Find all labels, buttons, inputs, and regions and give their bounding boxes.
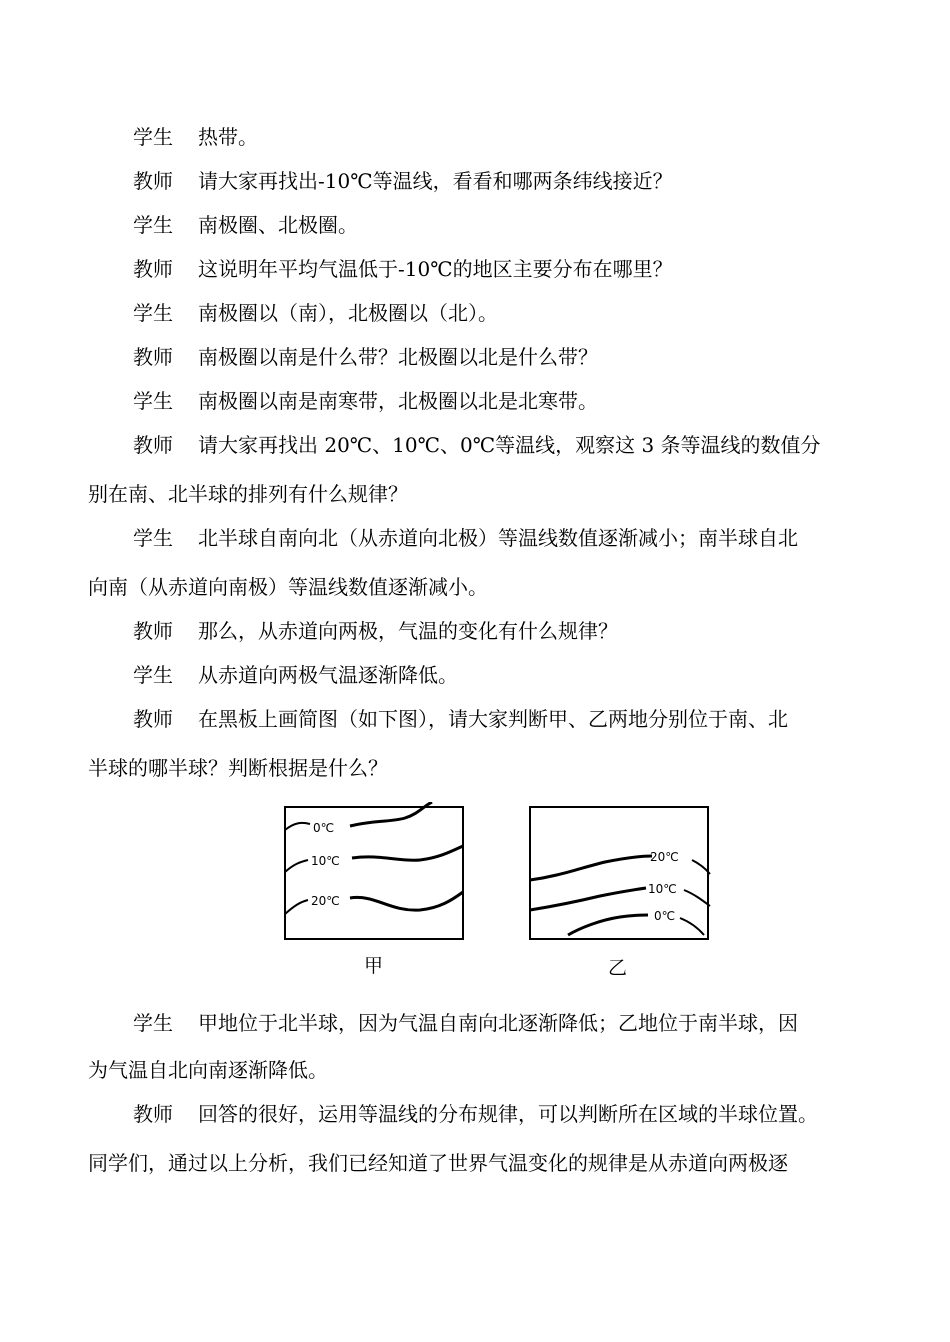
dialogue-line: [133, 1101, 818, 1127]
isotherm-20c-line: [530, 856, 652, 880]
panel-jia-frame: [285, 807, 463, 939]
isotherm-0c-line: [568, 915, 648, 935]
speaker: 教师: [133, 345, 173, 369]
dialogue-line: [133, 706, 788, 732]
label-0c: 0℃: [654, 909, 676, 923]
utterance: 在黑板上画简图（如下图），请大家判断甲、乙两地分别位于南、北: [198, 707, 788, 731]
utterance: 同学们，通过以上分析，我们已经知道了世界气温变化的规律是从赤道向两极逐: [88, 1151, 788, 1175]
isotherm-0c-line: [350, 802, 432, 826]
utterance: 热带。: [198, 125, 258, 149]
dialogue-line: [133, 525, 798, 551]
dialogue-line: [133, 662, 458, 688]
panel-jia: [285, 802, 463, 977]
isotherm-figure: [280, 802, 720, 982]
isotherm-10c-line: [530, 888, 646, 910]
utterance: 甲地位于北半球，因为气温自南向北逐渐降低；乙地位于南半球，因: [198, 1011, 798, 1035]
isotherm-10c-line: [352, 846, 463, 860]
utterance: 南极圈以南是南寒带，北极圈以北是北寒带。: [198, 389, 598, 413]
speaker: 教师: [133, 1102, 173, 1126]
label-20c: 20℃: [311, 894, 340, 908]
continuation-line: [88, 1150, 788, 1176]
utterance: 半球的哪半球？判断根据是什么？: [88, 756, 388, 780]
isotherm-10c-left-stub: [285, 860, 308, 872]
dialogue-line: [133, 256, 673, 282]
utterance: 为气温自北向南逐渐降低。: [88, 1058, 328, 1082]
continuation-line: [88, 1057, 328, 1083]
dialogue-line: [133, 168, 673, 194]
dialogue-line: [133, 432, 821, 458]
label-10c: 10℃: [311, 854, 340, 868]
dialogue-line: [133, 300, 498, 326]
continuation-line: [88, 481, 408, 507]
caption-yi: 乙: [608, 957, 628, 979]
speaker: 教师: [133, 619, 173, 643]
isotherm-10c-right-stub: [684, 890, 710, 906]
speaker: 学生: [133, 526, 173, 550]
speaker: 学生: [133, 301, 173, 325]
utterance: 南极圈、北极圈。: [198, 213, 358, 237]
dialogue-line: [133, 212, 358, 238]
dialogue-line: [133, 618, 618, 644]
utterance: 回答的很好，运用等温线的分布规律，可以判断所在区域的半球位置。: [198, 1102, 818, 1126]
utterance: 那么，从赤道向两极，气温的变化有什么规律？: [198, 619, 618, 643]
label-20c: 20℃: [650, 850, 679, 864]
utterance: 请大家再找出 20℃、10℃、0℃等温线，观察这 3 条等温线的数值分: [198, 433, 821, 457]
speaker: 学生: [133, 125, 173, 149]
continuation-line: [88, 755, 388, 781]
isotherm-0c-left-stub: [285, 823, 310, 830]
dialogue-line: [133, 388, 598, 414]
isotherm-20c-line: [350, 892, 463, 910]
isotherm-diagram: [280, 802, 720, 982]
utterance: 这说明年平均气温低于-10℃的地区主要分布在哪里？: [198, 257, 673, 281]
speaker: 学生: [133, 663, 173, 687]
continuation-line: [88, 574, 488, 600]
label-10c: 10℃: [648, 882, 677, 896]
speaker: 教师: [133, 169, 173, 193]
speaker: 学生: [133, 389, 173, 413]
panel-yi: [530, 807, 710, 979]
dialogue-line: [133, 1010, 798, 1036]
dialogue-line: [133, 344, 598, 370]
isotherm-20c-left-stub: [285, 900, 308, 914]
utterance: 南极圈以南是什么带？北极圈以北是什么带？: [198, 345, 598, 369]
utterance: 北半球自南向北（从赤道向北极）等温线数值逐渐减小；南半球自北: [198, 526, 798, 550]
speaker: 教师: [133, 433, 173, 457]
utterance: 南极圈以（南），北极圈以（北）。: [198, 301, 498, 325]
label-0c: 0℃: [313, 821, 335, 835]
utterance: 请大家再找出-10℃等温线，看看和哪两条纬线接近？: [198, 169, 673, 193]
dialogue-line: [133, 124, 258, 150]
utterance: 向南（从赤道向南极）等温线数值逐渐减小。: [88, 575, 488, 599]
utterance: 别在南、北半球的排列有什么规律？: [88, 482, 408, 506]
caption-jia: 甲: [364, 955, 384, 977]
utterance: 从赤道向两极气温逐渐降低。: [198, 663, 458, 687]
speaker: 教师: [133, 257, 173, 281]
speaker: 学生: [133, 213, 173, 237]
isotherm-0c-right-stub: [680, 918, 704, 935]
speaker: 学生: [133, 1011, 173, 1035]
speaker: 教师: [133, 707, 173, 731]
